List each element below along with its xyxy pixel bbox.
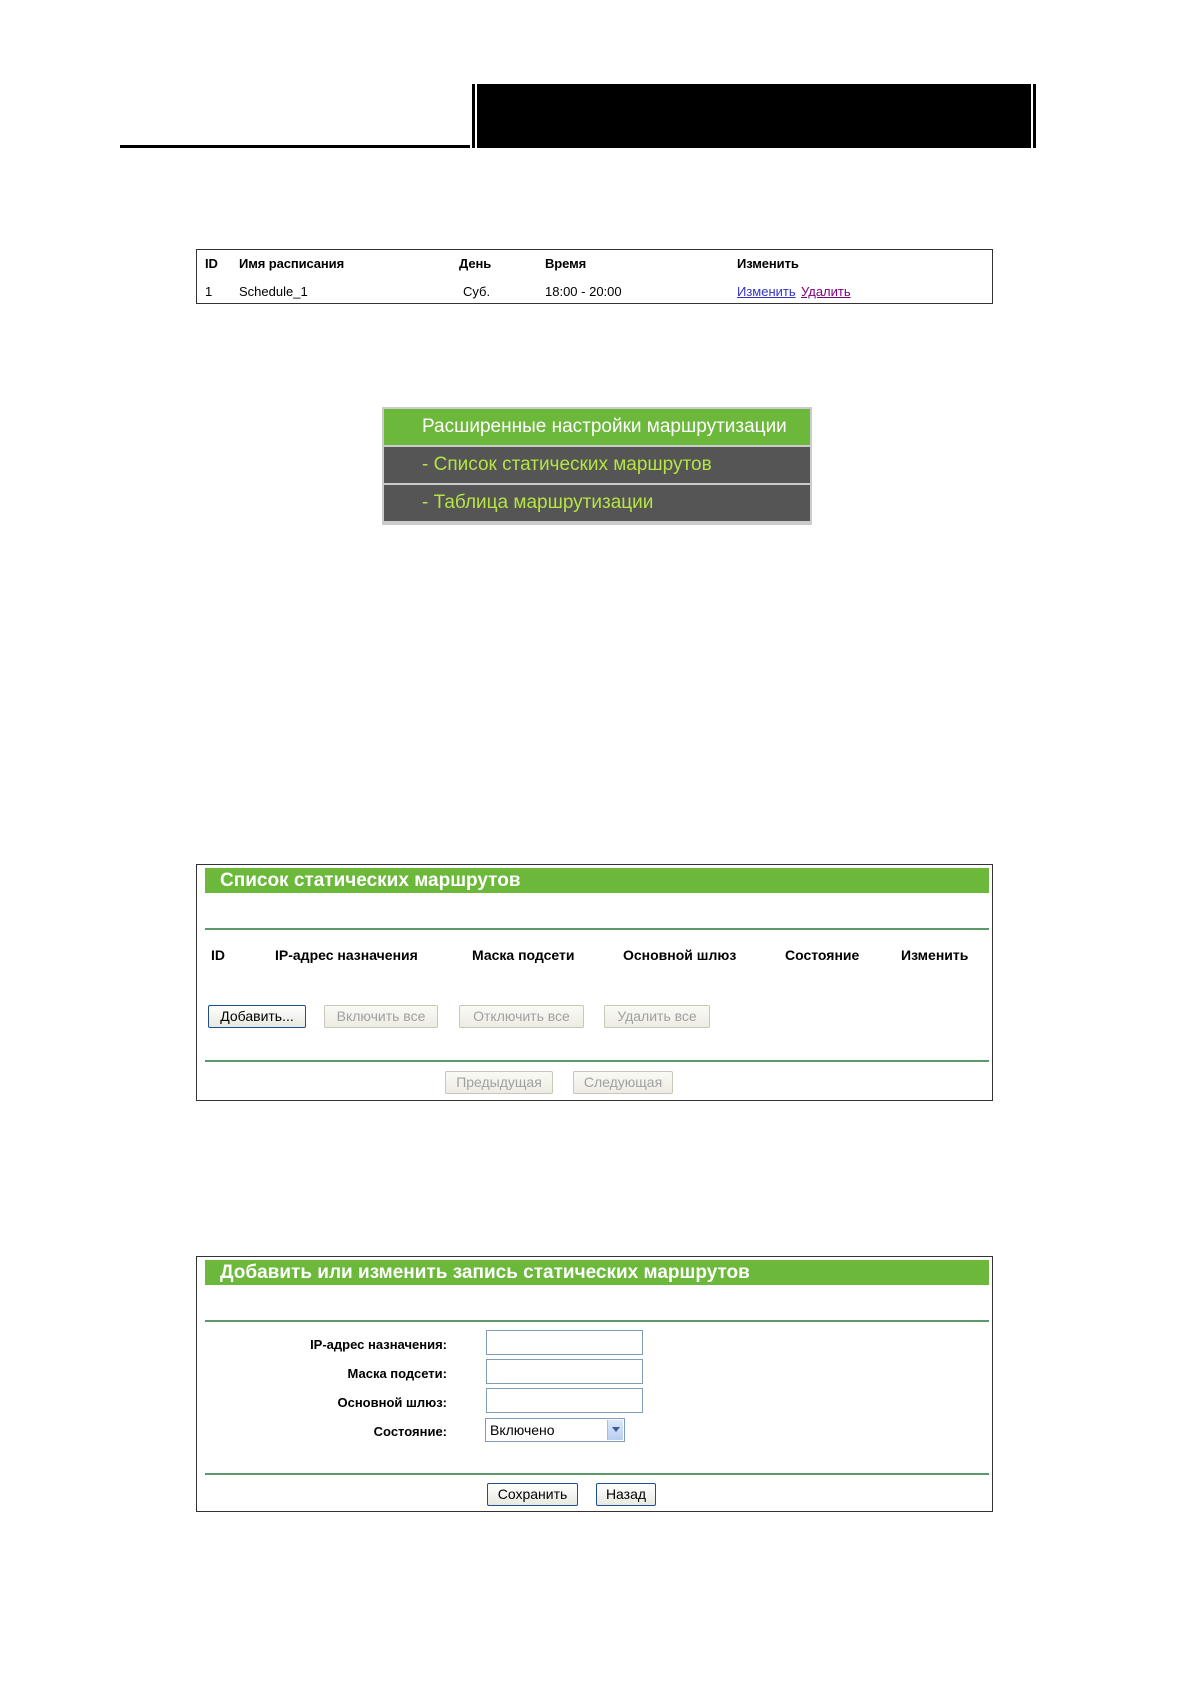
chevron-down-icon[interactable] xyxy=(607,1420,623,1440)
edit-link[interactable]: Изменить xyxy=(737,284,796,299)
col-header-id: ID xyxy=(205,256,218,271)
label-subnet-mask: Маска подсети: xyxy=(347,1366,447,1381)
next-page-button[interactable]: Следующая xyxy=(573,1071,673,1094)
col-header-edit: Изменить xyxy=(737,256,799,271)
divider xyxy=(205,1473,989,1475)
dest-ip-input[interactable] xyxy=(486,1330,643,1355)
col-header-time: Время xyxy=(545,256,587,271)
col-header-name: Имя расписания xyxy=(239,256,345,271)
delete-link[interactable]: Удалить xyxy=(801,284,851,299)
header-bar xyxy=(472,84,1036,148)
routing-menu xyxy=(382,407,812,525)
divider xyxy=(205,1060,989,1062)
header-rule xyxy=(120,145,470,148)
menu-item-static-routes[interactable]: - Список статических маршрутов xyxy=(384,447,810,483)
divider xyxy=(205,1320,989,1322)
panel-title: Список статических маршрутов xyxy=(205,868,989,893)
cell-name: Schedule_1 xyxy=(239,284,308,299)
col-header-gateway: Основной шлюз xyxy=(623,947,737,963)
subnet-mask-input[interactable] xyxy=(486,1359,643,1384)
gateway-input[interactable] xyxy=(486,1388,643,1413)
state-select[interactable] xyxy=(485,1418,625,1442)
back-button[interactable]: Назад xyxy=(596,1483,656,1506)
schedule-table xyxy=(196,249,993,304)
col-header-day: День xyxy=(459,256,492,271)
label-state: Состояние: xyxy=(373,1424,447,1439)
menu-title-advanced-routing[interactable]: Расширенные настройки маршрутизации xyxy=(384,409,810,445)
panel-title: Добавить или изменить запись статических маршрутов xyxy=(205,1260,989,1285)
col-header-dest-ip: IP-адрес назначения xyxy=(275,947,418,963)
enable-all-button[interactable]: Включить все xyxy=(324,1005,438,1028)
col-header-state: Состояние xyxy=(785,947,860,963)
label-dest-ip: IP-адрес назначения: xyxy=(310,1337,447,1352)
add-button[interactable]: Добавить... xyxy=(208,1005,306,1028)
cell-day: Суб. xyxy=(463,284,491,299)
col-header-id: ID xyxy=(211,947,225,963)
divider xyxy=(205,928,989,930)
label-gateway: Основной шлюз: xyxy=(337,1395,447,1410)
edit-route-panel xyxy=(196,1256,993,1512)
cell-time: 18:00 - 20:00 xyxy=(545,284,622,299)
col-header-edit: Изменить xyxy=(901,947,969,963)
menu-item-routing-table[interactable]: - Таблица маршрутизации xyxy=(384,485,810,521)
cell-id: 1 xyxy=(205,284,213,299)
state-select-value: Включено xyxy=(490,1422,555,1438)
prev-page-button[interactable]: Предыдущая xyxy=(445,1071,553,1094)
col-header-subnet-mask: Маска подсети xyxy=(472,947,575,963)
save-button[interactable]: Сохранить xyxy=(487,1483,578,1506)
static-routes-panel xyxy=(196,864,993,1101)
disable-all-button[interactable]: Отключить все xyxy=(459,1005,584,1028)
delete-all-button[interactable]: Удалить все xyxy=(604,1005,710,1028)
